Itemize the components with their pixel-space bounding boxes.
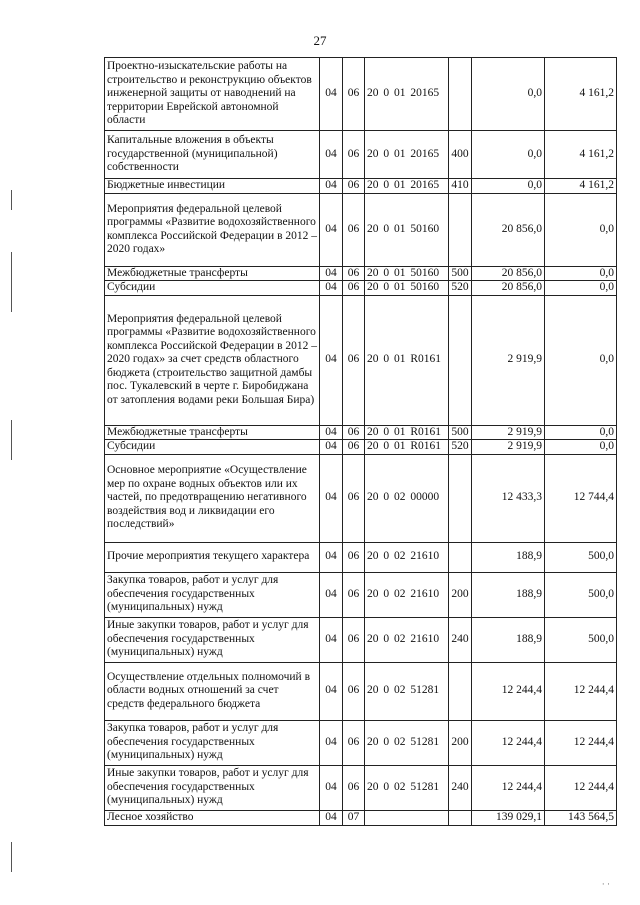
- row-subsection: 06: [343, 295, 365, 425]
- row-amount-year2: 4 161,2: [545, 131, 617, 179]
- row-amount-year2: 12 244,4: [545, 662, 617, 720]
- row-amount-year2: 4 161,2: [545, 58, 617, 131]
- row-expense-type: 240: [449, 765, 472, 810]
- row-expense-type: 410: [449, 179, 472, 194]
- row-target-code: 20 0 02 51281: [365, 662, 449, 720]
- row-name: Субсидии: [105, 440, 320, 455]
- row-subsection: 06: [343, 662, 365, 720]
- row-expense-type: 520: [449, 281, 472, 296]
- margin-mark: [11, 420, 12, 460]
- row-subsection: 06: [343, 281, 365, 296]
- table-row: [105, 58, 617, 131]
- row-section: 04: [320, 810, 343, 825]
- row-amount-year1: 2 919,9: [472, 295, 545, 425]
- row-target-code: 20 0 02 21610: [365, 617, 449, 662]
- row-amount-year1: 0,0: [472, 58, 545, 131]
- row-section: 04: [320, 179, 343, 194]
- row-name: Субсидии: [105, 281, 320, 296]
- row-name: Иные закупки товаров, работ и услуг для обеспечения государственных (муниципальных) нужд: [105, 765, 320, 810]
- row-amount-year2: 12 744,4: [545, 454, 617, 542]
- table-row: [105, 572, 617, 617]
- table-body: [105, 58, 617, 826]
- margin-mark: [11, 252, 12, 312]
- row-target-code: 20 0 02 51281: [365, 765, 449, 810]
- row-amount-year2: 0,0: [545, 266, 617, 281]
- row-amount-year1: 2 919,9: [472, 440, 545, 455]
- table-row: [105, 295, 617, 425]
- row-amount-year2: 0,0: [545, 440, 617, 455]
- row-amount-year1: 12 433,3: [472, 454, 545, 542]
- row-expense-type: 400: [449, 131, 472, 179]
- row-subsection: 06: [343, 720, 365, 765]
- row-target-code: 20 0 02 21610: [365, 542, 449, 572]
- row-amount-year1: 0,0: [472, 131, 545, 179]
- row-subsection: 06: [343, 572, 365, 617]
- row-section: 04: [320, 440, 343, 455]
- margin-mark: [11, 842, 12, 872]
- row-expense-type: 500: [449, 266, 472, 281]
- row-amount-year1: 20 856,0: [472, 281, 545, 296]
- row-subsection: 06: [343, 179, 365, 194]
- row-section: 04: [320, 281, 343, 296]
- row-amount-year1: 12 244,4: [472, 662, 545, 720]
- row-amount-year1: 188,9: [472, 617, 545, 662]
- row-amount-year1: 20 856,0: [472, 266, 545, 281]
- row-name: Закупка товаров, работ и услуг для обеспечения государственных (муниципальных) нужд: [105, 572, 320, 617]
- row-expense-type: [449, 193, 472, 266]
- margin-mark: [11, 190, 12, 210]
- row-target-code: 20 0 01 50160: [365, 281, 449, 296]
- row-name: Межбюджетные трансферты: [105, 266, 320, 281]
- row-amount-year2: 0,0: [545, 281, 617, 296]
- row-expense-type: [449, 662, 472, 720]
- row-target-code: 20 0 02 51281: [365, 720, 449, 765]
- row-name: Мероприятия федеральной целевой программы «Развитие водохозяйственного комплекса Российской Федерации в 2012 – 2020 годах» за счет средств областного бюджета (строительство защитной дамбы пос. Тукалевский в черте г. Биробиджана от затопления водами реки Большая Бира): [105, 295, 320, 425]
- row-name: Капитальные вложения в объекты государственной (муниципальной) собственности: [105, 131, 320, 179]
- row-section: 04: [320, 193, 343, 266]
- row-section: 04: [320, 765, 343, 810]
- row-subsection: 06: [343, 425, 365, 440]
- table-row: [105, 193, 617, 266]
- row-expense-type: [449, 810, 472, 825]
- row-subsection: 06: [343, 454, 365, 542]
- table-row: [105, 179, 617, 194]
- row-target-code: 20 0 01 20165: [365, 58, 449, 131]
- row-target-code: 20 0 01 R0161: [365, 295, 449, 425]
- row-target-code: 20 0 02 00000: [365, 454, 449, 542]
- row-section: 04: [320, 425, 343, 440]
- table-row: [105, 266, 617, 281]
- row-section: 04: [320, 572, 343, 617]
- row-name: Проектно-изыскательские работы на строительство и реконструкцию объектов инженерной защиты от наводнений на территории Еврейской автономной области: [105, 58, 320, 131]
- row-amount-year1: 12 244,4: [472, 720, 545, 765]
- row-subsection: 07: [343, 810, 365, 825]
- row-name: Иные закупки товаров, работ и услуг для обеспечения государственных (муниципальных) нужд: [105, 617, 320, 662]
- table-row: [105, 810, 617, 825]
- row-target-code: 20 0 01 R0161: [365, 425, 449, 440]
- table-row: [105, 542, 617, 572]
- row-subsection: 06: [343, 193, 365, 266]
- table-row: [105, 440, 617, 455]
- row-expense-type: 240: [449, 617, 472, 662]
- row-section: 04: [320, 542, 343, 572]
- row-amount-year2: 0,0: [545, 425, 617, 440]
- row-expense-type: [449, 454, 472, 542]
- row-expense-type: [449, 542, 472, 572]
- row-amount-year2: 500,0: [545, 572, 617, 617]
- row-target-code: 20 0 02 21610: [365, 572, 449, 617]
- row-subsection: 06: [343, 440, 365, 455]
- row-amount-year2: 12 244,4: [545, 765, 617, 810]
- table-row: [105, 662, 617, 720]
- row-section: 04: [320, 131, 343, 179]
- row-amount-year2: 4 161,2: [545, 179, 617, 194]
- row-subsection: 06: [343, 58, 365, 131]
- row-amount-year1: 188,9: [472, 542, 545, 572]
- row-target-code: 20 0 01 50160: [365, 266, 449, 281]
- row-amount-year1: 20 856,0: [472, 193, 545, 266]
- scan-artifact: · ·: [601, 879, 610, 889]
- row-name: Прочие мероприятия текущего характера: [105, 542, 320, 572]
- row-name: Осуществление отдельных полномочий в области водных отношений за счет средств федерального бюджета: [105, 662, 320, 720]
- row-section: 04: [320, 266, 343, 281]
- row-subsection: 06: [343, 617, 365, 662]
- row-expense-type: [449, 295, 472, 425]
- row-section: 04: [320, 720, 343, 765]
- row-subsection: 06: [343, 266, 365, 281]
- table-row: [105, 281, 617, 296]
- row-amount-year1: 188,9: [472, 572, 545, 617]
- row-target-code: [365, 810, 449, 825]
- table-row: [105, 454, 617, 542]
- row-amount-year2: 500,0: [545, 617, 617, 662]
- row-amount-year2: 12 244,4: [545, 720, 617, 765]
- row-target-code: 20 0 01 20165: [365, 131, 449, 179]
- row-expense-type: 520: [449, 440, 472, 455]
- row-section: 04: [320, 295, 343, 425]
- row-subsection: 06: [343, 131, 365, 179]
- row-name: Основное мероприятие «Осуществление мер по охране водных объектов или их частей, по предотвращению негативного воздействия вод и ликвидации его последствий»: [105, 454, 320, 542]
- row-name: Бюджетные инвестиции: [105, 179, 320, 194]
- table-row: [105, 720, 617, 765]
- row-target-code: 20 0 01 R0161: [365, 440, 449, 455]
- table-row: [105, 131, 617, 179]
- row-target-code: 20 0 01 50160: [365, 193, 449, 266]
- row-section: 04: [320, 58, 343, 131]
- row-expense-type: 500: [449, 425, 472, 440]
- row-name: Мероприятия федеральной целевой программы «Развитие водохозяйственного комплекса Российской Федерации в 2012 – 2020 годах»: [105, 193, 320, 266]
- row-target-code: 20 0 01 20165: [365, 179, 449, 194]
- row-amount-year2: 143 564,5: [545, 810, 617, 825]
- row-amount-year2: 500,0: [545, 542, 617, 572]
- page-number: 27: [313, 33, 327, 48]
- row-expense-type: 200: [449, 572, 472, 617]
- row-name: Лесное хозяйство: [105, 810, 320, 825]
- budget-table: [104, 57, 617, 826]
- row-amount-year1: 139 029,1: [472, 810, 545, 825]
- row-subsection: 06: [343, 542, 365, 572]
- row-amount-year1: 0,0: [472, 179, 545, 194]
- row-amount-year1: 12 244,4: [472, 765, 545, 810]
- row-section: 04: [320, 454, 343, 542]
- row-name: Закупка товаров, работ и услуг для обеспечения государственных (муниципальных) нужд: [105, 720, 320, 765]
- table-row: [105, 765, 617, 810]
- row-subsection: 06: [343, 765, 365, 810]
- row-section: 04: [320, 662, 343, 720]
- row-expense-type: [449, 58, 472, 131]
- row-amount-year2: 0,0: [545, 193, 617, 266]
- row-section: 04: [320, 617, 343, 662]
- row-name: Межбюджетные трансферты: [105, 425, 320, 440]
- table-row: [105, 617, 617, 662]
- row-expense-type: 200: [449, 720, 472, 765]
- row-amount-year2: 0,0: [545, 295, 617, 425]
- table-row: [105, 425, 617, 440]
- row-amount-year1: 2 919,9: [472, 425, 545, 440]
